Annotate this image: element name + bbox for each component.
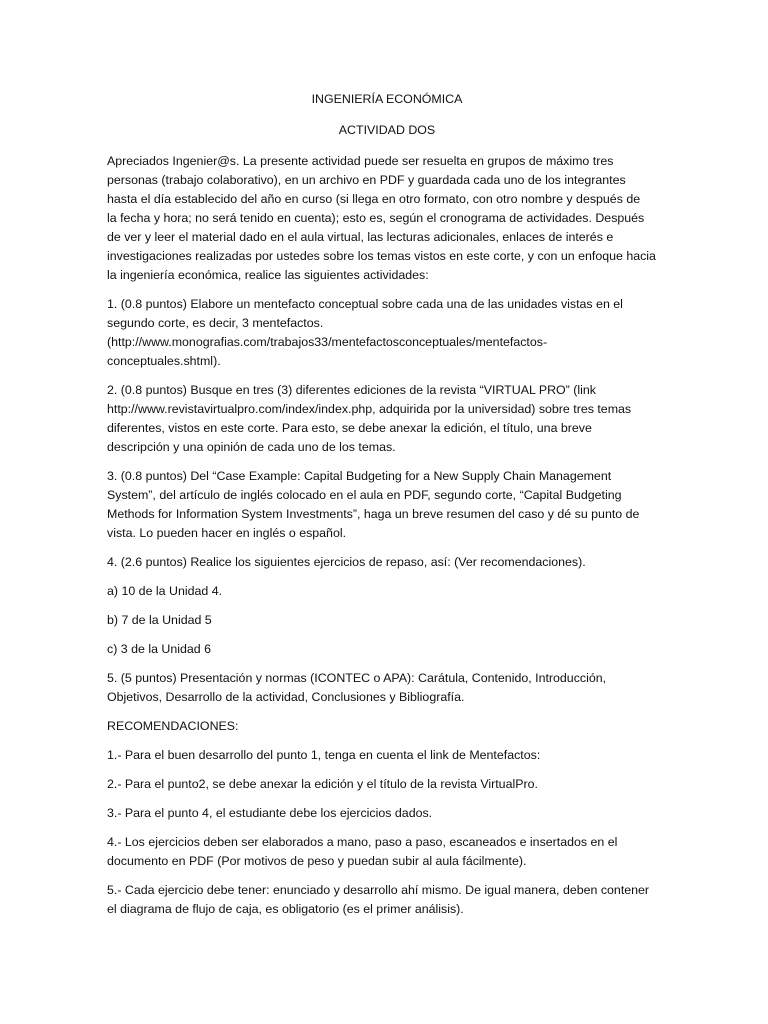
activity-line: System”, del artículo de inglés colocado en el aula en PDF, segundo corte, “Capital Budgeting: [107, 488, 622, 502]
document-title: INGENIERÍA ECONÓMICA: [311, 92, 463, 106]
recommendation-5: [107, 881, 667, 919]
recommendation-2: [107, 775, 667, 794]
activity-line: b) 7 de la Unidad 5: [107, 613, 212, 627]
recommendation-line: 4.- Los ejercicios deben ser elaborados a mano, paso a paso, escaneados e insertados en el: [107, 835, 618, 849]
activity-5: [107, 669, 667, 707]
activity-4b: [107, 611, 667, 630]
activity-line: segundo corte, es decir, 3 mentefactos.: [107, 316, 324, 330]
intro-line: la ingeniería económica, realice las siguientes actividades:: [107, 268, 429, 282]
activity-line: vista. Lo pueden hacer en inglés o español.: [107, 526, 347, 540]
recommendation-line: 3.- Para el punto 4, el estudiante debe los ejercicios dados.: [107, 806, 433, 820]
intro-line: Apreciados Ingenier@s. La presente actividad puede ser resuelta en grupos de máximo tres: [107, 154, 614, 168]
activity-line: c) 3 de la Unidad 6: [107, 642, 212, 656]
recommendation-line: 1.- Para el buen desarrollo del punto 1, tenga en cuenta el link de Mentefactos:: [107, 748, 541, 762]
activity-line: 4. (2.6 puntos) Realice los siguientes ejercicios de repaso, así: (Ver recomendaciones).: [107, 555, 586, 569]
activity-2: [107, 381, 667, 457]
recommendation-line: documento en PDF (Por motivos de peso y puedan subir al aula fácilmente).: [107, 854, 527, 868]
activity-4a: [107, 582, 667, 601]
activity-4c: [107, 640, 667, 659]
activity-line: 1. (0.8 puntos) Elabore un mentefacto conceptual sobre cada una de las unidades vistas en el: [107, 297, 623, 311]
intro-line: hasta el día establecido del año en curso (si llega en otro formato, con otro nombre y después de: [107, 192, 641, 206]
activity-3: [107, 467, 667, 543]
activity-line: diferentes, vistos en este corte. Para esto, se debe anexar la edición, el título, una breve: [107, 421, 592, 435]
recommendation-3: [107, 804, 667, 823]
activity-line: http://www.revistavirtualpro.com/index/index.php, adquirida por la universidad) sobre tres temas: [107, 402, 632, 416]
recommendation-line: el diagrama de flujo de caja, es obligatorio (es el primer análisis).: [107, 902, 464, 916]
activity-link-line: conceptuales.shtml).: [107, 354, 221, 368]
activity-line: a) 10 de la Unidad 4.: [107, 584, 223, 598]
activity-line: 2. (0.8 puntos) Busque en tres (3) diferentes ediciones de la revista “VIRTUAL PRO” (link: [107, 383, 596, 397]
recommendation-1: [107, 746, 667, 765]
recommendation-line: 5.- Cada ejercicio debe tener: enunciado y desarrollo ahí mismo. De igual manera, deben contener: [107, 883, 650, 897]
intro-paragraph: [107, 152, 667, 285]
recommendation-4: [107, 833, 667, 871]
activity-1: [107, 295, 667, 371]
intro-line: la fecha y hora; no será tenido en cuenta); esto es, según el cronograma de actividades. Después: [107, 211, 645, 225]
activity-line: Objetivos, Desarrollo de la actividad, Conclusiones y Bibliografía.: [107, 690, 465, 704]
intro-line: investigaciones realizadas por ustedes sobre los temas vistos en este corte, y con un enfoque hacia: [107, 249, 656, 263]
recommendation-line: 2.- Para el punto2, se debe anexar la edición y el título de la revista VirtualPro.: [107, 777, 538, 791]
activity-4: [107, 553, 667, 572]
activity-link-line: (http://www.monografias.com/trabajos33/mentefactosconceptuales/mentefactos-: [107, 335, 548, 349]
document-subtitle: ACTIVIDAD DOS: [338, 123, 436, 137]
document-page: [107, 90, 667, 919]
activity-line: descripción y una opinión de cada uno de los temas.: [107, 440, 396, 454]
intro-line: personas (trabajo colaborativo), en un archivo en PDF y guardada cada uno de los integrantes: [107, 173, 626, 187]
intro-line: de ver y leer el material dado en el aula virtual, las lecturas adicionales, enlaces de interés e: [107, 230, 614, 244]
activity-line: 3. (0.8 puntos) Del “Case Example: Capital Budgeting for a New Supply Chain Management: [107, 469, 612, 483]
activity-line: 5. (5 puntos) Presentación y normas (ICONTEC o APA): Carátula, Contenido, Introducción,: [107, 671, 607, 685]
recommendations-heading: RECOMENDACIONES:: [107, 719, 239, 733]
activity-line: Methods for Information System Investments”, haga un breve resumen del caso y dé su punto de: [107, 507, 640, 521]
